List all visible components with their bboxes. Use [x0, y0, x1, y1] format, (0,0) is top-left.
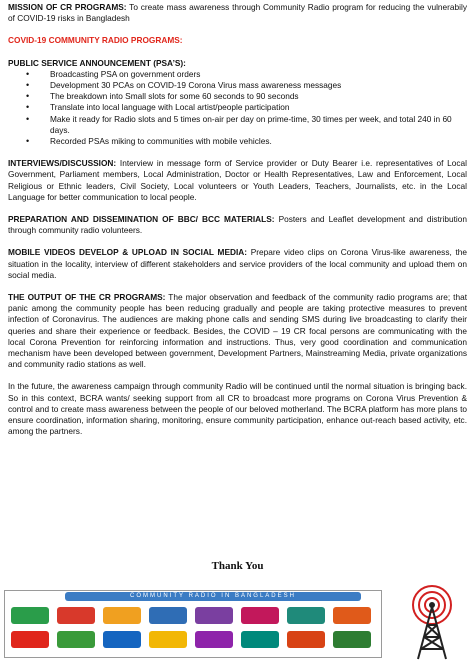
future-paragraph: In the future, the awareness campaign through community Radio will be continued until the normal situation is bringing back. So in this context, BCRA wants/ seeking support from all CR to broadcast more programs on Corona Virus Prevention & control and to create mass awareness between the people of our beloved motherland. The BCRA platform has more plans to ensure coordination, information sharing, monitoring, ensure community participation, enhance out-reach based activity, etc. among the partners.	[8, 381, 467, 437]
output-label: THE OUTPUT OF THE CR PROGRAMS:	[8, 292, 166, 303]
community-radio-logo-banner	[4, 590, 382, 658]
list-item: • Development 30 PCAs on COVID-19 Corona Virus mass awareness messages	[38, 80, 467, 91]
station-logo	[57, 631, 95, 648]
station-logo	[333, 631, 371, 648]
station-logo	[241, 631, 279, 648]
psa-list	[8, 69, 467, 147]
bcc-paragraph	[8, 214, 467, 236]
interviews-label: INTERVIEWS/DISCUSSION:	[8, 158, 117, 169]
station-logo	[11, 607, 49, 624]
list-item: • The breakdown into Small slots for some 60 seconds to 90 seconds	[38, 91, 467, 102]
radio-tower-icon	[392, 585, 472, 660]
list-item: • Recorded PSAs miking to communities with mobile vehicles.	[38, 136, 467, 147]
station-logo	[11, 631, 49, 648]
document-body	[8, 2, 467, 438]
interviews-text: Interview in message form of Service provider or Duty Bearer i.e. representatives of Local Government, Parliament members, Local Administration, Doctor or Health Representatives, Law and Enforcement, Local Religious or Ethnic leaders, Civil Society, Local volunteers or Youth Leaders, Teachers, Journalists, etc. in the Local Language for better communication to local people.	[8, 158, 467, 202]
mission-label: MISSION OF CR PROGRAMS:	[8, 2, 127, 12]
station-logo	[149, 607, 187, 624]
mobile-video-label: MOBILE VIDEOS DEVELOP & UPLOAD IN SOCIAL MEDIA:	[8, 247, 248, 258]
station-logo	[195, 631, 233, 648]
station-logo	[195, 607, 233, 624]
list-item: • Make it ready for Radio slots and 5 times on-air per day on prime-time, 30 times per week, and total 240 in 60 days.	[38, 114, 467, 136]
interviews-paragraph	[8, 158, 467, 203]
station-logo	[57, 607, 95, 624]
thank-you-text: Thank You	[211, 560, 264, 572]
station-logo	[103, 631, 141, 648]
bcc-label: PREPARATION AND DISSEMINATION OF BBC/ BCC MATERIALS:	[8, 214, 275, 225]
mobile-video-text: Prepare video clips on Corona Virus-like awareness, the situation in the locality, interview of different stakeholders and service providers of the local community and upload them on social media.	[8, 247, 468, 280]
output-paragraph	[8, 292, 467, 370]
mobile-video-paragraph	[8, 247, 467, 281]
psa-heading: PUBLIC SERVICE ANNOUNCEMENT (PSA’S):	[8, 57, 186, 68]
station-logo	[241, 607, 279, 624]
output-text: The major observation and feedback of the community radio programs are; that panic among the community people has been reducing gradually and people are taking protective measures to prevent infection of Coronavirus. The audiences are making phone calls and sending SMS during live broadcasting to clarify their queries and share their experience or feedback. Besides, the COVID – 19 CR focal persons are communicating with the local Corona Prevention for reinforcing information and instructions. Thus, very good coordination and communication mechanism have been developed between government, Development Partners, Mainstreaming Media, private organizations and community radio stations as well.	[8, 292, 467, 370]
station-logo	[287, 631, 325, 648]
station-logo	[287, 607, 325, 624]
list-item: • Translate into local language with Local artist/people participation	[38, 102, 467, 113]
banner-title: COMMUNITY RADIO IN BANGLADESH	[65, 592, 361, 601]
list-item: • Broadcasting PSA on government orders	[38, 69, 467, 80]
mission-paragraph	[8, 2, 467, 24]
station-logo	[149, 631, 187, 648]
station-logo	[103, 607, 141, 624]
bcc-text: Posters and Leaflet development and distribution through community radio volunteers.	[8, 214, 467, 236]
station-logo	[333, 607, 371, 624]
mission-text: To create mass awareness through Community Radio program for reducing the vulnerabily of COVID-19 risks in Bangladesh	[8, 2, 467, 24]
covid-heading: COVID-19 COMMUNITY RADIO PROGRAMS:	[8, 35, 183, 46]
